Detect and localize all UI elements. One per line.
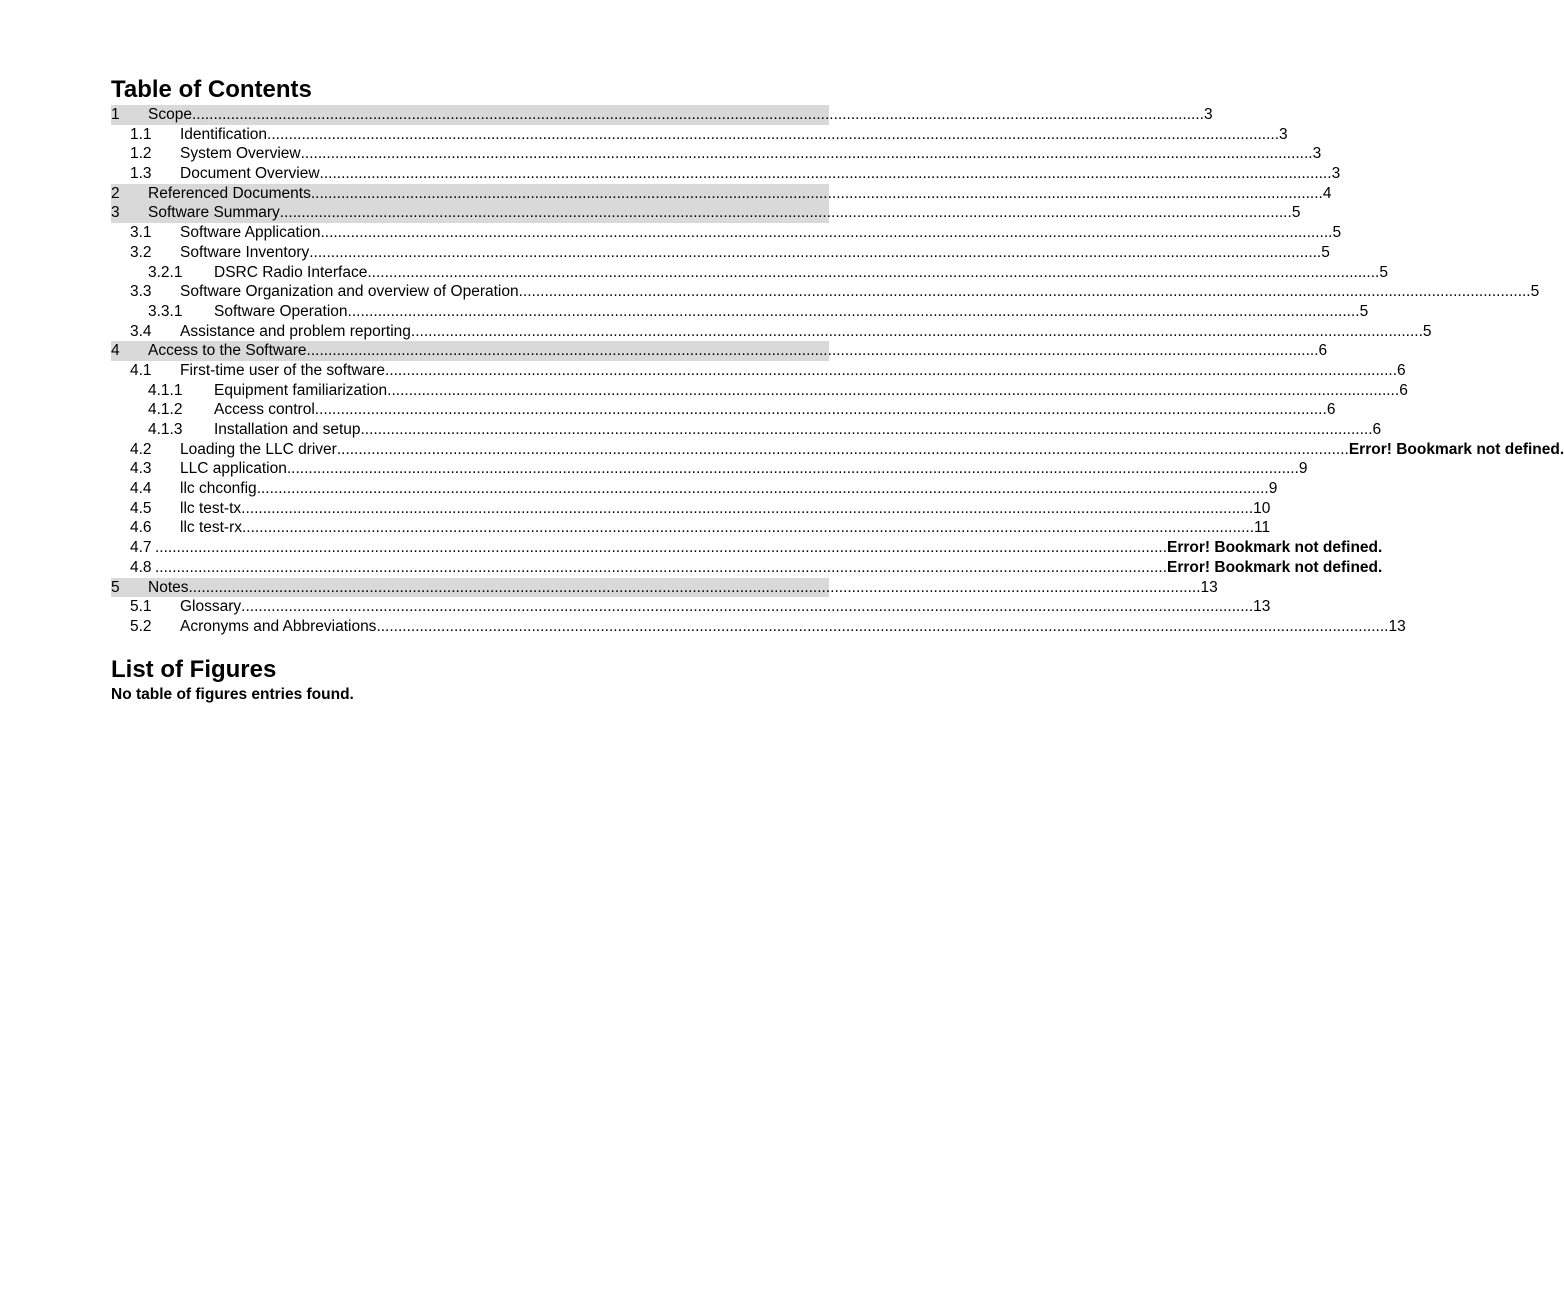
toc-entry-line <box>180 243 1330 263</box>
toc-dot-leader: ........................................................................................................................................................................................................................................... <box>360 421 1373 438</box>
toc-entry-number: 1.2 <box>130 145 152 163</box>
toc-entry-line <box>180 322 1432 342</box>
toc-entry-line <box>180 617 1406 637</box>
toc-entry[interactable] <box>111 420 1382 440</box>
toc-entry-number: 1 <box>111 106 120 123</box>
toc-entry-label: Software Operation <box>214 302 348 320</box>
toc-dot-leader: ........................................................................................................................................................................................................................................... <box>306 342 1319 360</box>
toc-entry-label: Installation and setup <box>214 421 361 438</box>
toc-entry-number: 4.5 <box>130 499 152 517</box>
toc-entry-page: 13 <box>1253 598 1271 616</box>
toc-entry-line <box>148 105 1213 125</box>
toc-dot-leader: ........................................................................................................................................................................................................................................... <box>241 499 1254 517</box>
toc-entry-line <box>214 302 1369 322</box>
toc-entry-line <box>180 223 1342 243</box>
toc-entry-page: 9 <box>1298 460 1308 478</box>
toc-dot-leader: ........................................................................................................................................................................................................................................... <box>267 125 1280 143</box>
toc-entry[interactable] <box>111 381 1408 401</box>
toc-entry[interactable] <box>111 223 1342 243</box>
toc-entry[interactable] <box>111 164 1341 184</box>
toc-entry[interactable] <box>111 302 1369 322</box>
toc-entry-line <box>180 440 1564 460</box>
toc-entry-page: 6 <box>1399 381 1408 399</box>
toc-entry-label: llc test-rx <box>180 519 242 537</box>
toc-entry-page: 3 <box>1312 145 1322 163</box>
toc-entry-page: 6 <box>1372 421 1382 438</box>
toc-dot-leader: ........................................................................................................................................................................................................................................... <box>347 302 1360 320</box>
toc-entry[interactable] <box>111 243 1330 263</box>
toc-entry-page: 5 <box>1332 224 1342 242</box>
toc-entry-label: Software Summary <box>148 204 280 222</box>
toc-entry-page: 11 <box>1254 519 1271 537</box>
toc-entry-label: Acronyms and Abbreviations <box>180 617 377 635</box>
toc-dot-leader: ........................................................................................................................................................................................................................................... <box>191 106 1204 123</box>
toc-entry-page: 5 <box>1422 322 1432 340</box>
toc-entry-line <box>180 125 1288 145</box>
toc-entry[interactable] <box>111 184 1332 204</box>
toc-entry-number: 4.8 <box>130 558 152 576</box>
toc-entry-line <box>180 459 1308 479</box>
toc-list <box>111 105 1564 637</box>
toc-entry[interactable] <box>111 440 1564 460</box>
toc-entry-line <box>180 479 1278 499</box>
toc-entry-line <box>180 164 1341 184</box>
toc-entry-page: 6 <box>1318 342 1328 360</box>
toc-entry-line <box>180 499 1271 519</box>
toc-entry-number: 3.2 <box>130 243 152 261</box>
toc-entry-line <box>180 144 1322 164</box>
toc-entry-label: Software Inventory <box>180 243 310 261</box>
toc-entry-number: 4.1.1 <box>148 381 183 399</box>
toc-entry[interactable] <box>111 459 1308 479</box>
toc-entry-number: 2 <box>111 184 120 202</box>
toc-entry-page: 3 <box>1331 165 1341 183</box>
toc-dot-leader: ........................................................................................................................................................................................................................................... <box>518 283 1531 301</box>
toc-dot-leader: ........................................................................................................................................................................................................................................... <box>155 539 1168 557</box>
toc-entry-label: Software Application <box>180 224 321 242</box>
toc-dot-leader: ........................................................................................................................................................................................................................................... <box>376 617 1389 635</box>
toc-entry-page: 5 <box>1379 263 1388 281</box>
toc-entry-page: 9 <box>1268 480 1278 498</box>
toc-entry-label: Document Overview <box>180 165 320 183</box>
toc-entry-error: Error! Bookmark not defined. <box>1348 440 1564 458</box>
toc-entry-number: 5 <box>111 578 120 596</box>
toc-entry-page: 4 <box>1322 184 1332 202</box>
toc-entry-label: Glossary <box>180 598 242 616</box>
toc-entry-line <box>180 597 1271 617</box>
toc-entry-line <box>148 578 1218 598</box>
toc-entry[interactable] <box>111 518 1271 538</box>
toc-entry[interactable] <box>111 400 1336 420</box>
toc-entry-label: Identification <box>180 125 268 143</box>
toc-entry-label: Access control <box>214 401 315 419</box>
toc-entry-number: 4 <box>111 342 120 360</box>
toc-entry-number: 3.2.1 <box>148 263 183 281</box>
toc-entry-label: Loading the LLC driver <box>180 440 337 458</box>
toc-entry-line <box>148 184 1332 204</box>
toc-dot-leader: ........................................................................................................................................................................................................................................... <box>188 578 1201 596</box>
toc-dot-leader: ........................................................................................................................................................................................................................................... <box>286 460 1299 478</box>
toc-entry-line <box>180 282 1540 302</box>
toc-entry[interactable] <box>111 125 1288 145</box>
toc-entry-page: 10 <box>1253 499 1271 517</box>
toc-entry[interactable] <box>111 322 1432 342</box>
toc-dot-leader: ........................................................................................................................................................................................................................................... <box>319 165 1332 183</box>
toc-dot-leader: ........................................................................................................................................................................................................................................... <box>310 184 1323 202</box>
toc-entry-error: Error! Bookmark not defined. <box>1167 539 1383 557</box>
toc-entry-label: llc chconfig <box>180 480 257 498</box>
toc-entry[interactable] <box>111 597 1271 617</box>
toc-entry[interactable] <box>111 617 1406 637</box>
list-of-figures-title: List of Figures <box>111 656 277 683</box>
toc-dot-leader: ........................................................................................................................................................................................................................................... <box>385 361 1398 379</box>
toc-entry[interactable] <box>111 105 1213 125</box>
toc-entry-number: 5.1 <box>130 598 152 616</box>
toc-entry-number: 4.1.2 <box>148 401 183 419</box>
toc-entry-label: LLC application <box>180 460 287 478</box>
toc-entry[interactable] <box>111 203 1301 223</box>
toc-dot-leader: ........................................................................................................................................................................................................................................... <box>314 401 1327 419</box>
toc-entry-line <box>214 420 1382 440</box>
toc-entry-page: 3 <box>1203 106 1213 123</box>
toc-entry-label: Scope <box>148 106 192 123</box>
toc-entry-number: 3 <box>111 204 120 222</box>
toc-entry-label: Notes <box>148 578 189 596</box>
toc-entry-number: 4.4 <box>130 480 152 498</box>
toc-dot-leader: ........................................................................................................................................................................................................................................... <box>387 381 1400 399</box>
toc-entry[interactable] <box>111 499 1271 519</box>
toc-entry-line <box>155 558 1383 578</box>
toc-entry-number: 4.7 <box>130 539 152 557</box>
toc-entry-line <box>180 518 1271 538</box>
toc-entry-label: Access to the Software <box>148 342 307 360</box>
toc-dot-leader: ........................................................................................................................................................................................................................................... <box>336 440 1349 458</box>
toc-entry-line <box>148 203 1301 223</box>
toc-entry-label: Software Organization and overview of Operation <box>180 283 519 301</box>
toc-entry-page: 5 <box>1321 243 1330 261</box>
toc-entry-label: Referenced Documents <box>148 184 311 202</box>
toc-entry[interactable] <box>111 263 1388 283</box>
toc-entry-number: 4.6 <box>130 519 152 537</box>
toc-dot-leader: ........................................................................................................................................................................................................................................... <box>256 480 1269 498</box>
toc-entry-page: 6 <box>1397 361 1406 379</box>
toc-entry-line <box>214 400 1336 420</box>
toc-dot-leader: ........................................................................................................................................................................................................................................... <box>309 243 1322 261</box>
toc-entry-label: First-time user of the software <box>180 361 386 379</box>
toc-dot-leader: ........................................................................................................................................................................................................................................... <box>410 322 1423 340</box>
toc-entry-line <box>155 538 1383 558</box>
toc-entry-page: 3 <box>1279 125 1288 143</box>
toc-entry-label: Assistance and problem reporting <box>180 322 411 340</box>
toc-entry[interactable] <box>111 538 1383 558</box>
toc-entry-line <box>180 361 1406 381</box>
toc-entry-page: 13 <box>1200 578 1218 596</box>
toc-entry-line <box>148 341 1328 361</box>
toc-entry-label: DSRC Radio Interface <box>214 263 368 281</box>
toc-entry-page: 5 <box>1291 204 1301 222</box>
toc-entry-label: Equipment familiarization <box>214 381 388 399</box>
toc-entry-number: 3.3 <box>130 283 152 301</box>
toc-entry-page: 13 <box>1388 617 1406 635</box>
toc-entry[interactable] <box>111 144 1322 164</box>
toc-entry-page: 5 <box>1359 302 1369 320</box>
toc-entry[interactable] <box>111 282 1540 302</box>
toc-entry[interactable] <box>111 341 1328 361</box>
toc-entry-page: 5 <box>1530 283 1540 301</box>
toc-entry-number: 4.3 <box>130 460 152 478</box>
toc-dot-leader: ........................................................................................................................................................................................................................................... <box>279 204 1292 222</box>
toc-title: Table of Contents <box>111 76 312 103</box>
toc-dot-leader: ........................................................................................................................................................................................................................................... <box>367 263 1380 281</box>
toc-dot-leader: ........................................................................................................................................................................................................................................... <box>320 224 1333 242</box>
toc-entry-number: 1.3 <box>130 165 152 183</box>
toc-dot-leader: ........................................................................................................................................................................................................................................... <box>300 145 1313 163</box>
list-of-figures-empty-message: No table of figures entries found. <box>111 686 354 703</box>
toc-entry[interactable] <box>111 479 1278 499</box>
toc-entry-line <box>214 263 1388 283</box>
toc-entry[interactable] <box>111 558 1383 578</box>
toc-entry-number: 5.2 <box>130 617 152 635</box>
toc-entry-label: System Overview <box>180 145 301 163</box>
toc-entry[interactable] <box>111 578 1218 598</box>
toc-dot-leader: ........................................................................................................................................................................................................................................... <box>242 519 1255 537</box>
toc-entry-number: 3.3.1 <box>148 302 183 320</box>
toc-entry-number: 4.1.3 <box>148 421 183 438</box>
toc-entry-page: 6 <box>1326 401 1336 419</box>
toc-entry-error: Error! Bookmark not defined. <box>1167 558 1383 576</box>
toc-entry-number: 1.1 <box>130 125 152 143</box>
toc-entry-label: llc test-tx <box>180 499 242 517</box>
toc-entry[interactable] <box>111 361 1406 381</box>
toc-dot-leader: ........................................................................................................................................................................................................................................... <box>241 598 1254 616</box>
toc-entry-number: 3.1 <box>130 224 152 242</box>
toc-dot-leader: ........................................................................................................................................................................................................................................... <box>155 558 1168 576</box>
toc-entry-number: 3.4 <box>130 322 152 340</box>
toc-entry-number: 4.2 <box>130 440 152 458</box>
toc-entry-line <box>214 381 1408 401</box>
toc-entry-number: 4.1 <box>130 361 152 379</box>
